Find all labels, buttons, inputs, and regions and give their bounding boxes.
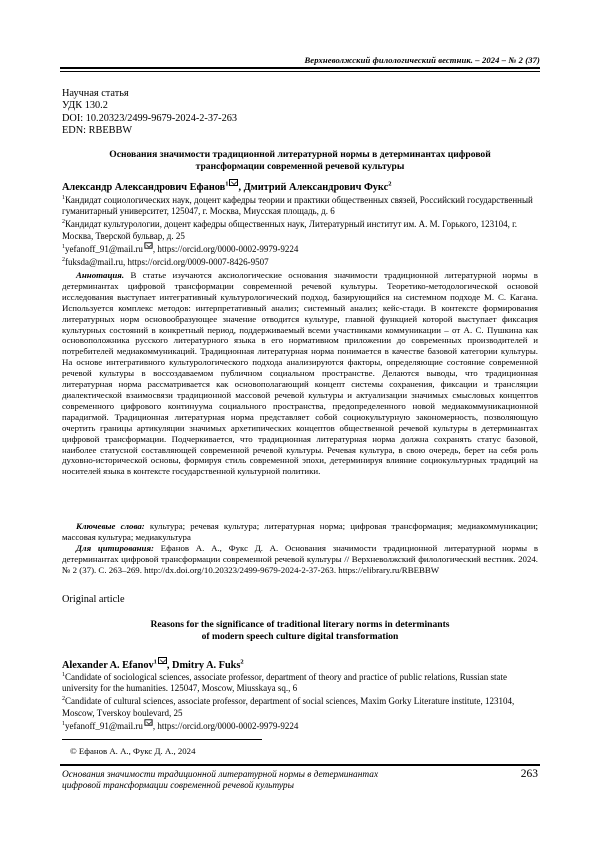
title-en-line1: Reasons for the significance of traditional literary norms in determinants (150, 619, 450, 630)
author1-en-sup: 1 (153, 658, 157, 666)
doi: DOI: 10.20323/2499-9679-2024-2-37-263 (62, 112, 238, 124)
orcid2-ru-link[interactable]: , https://orcid.org/0009-0007-8426-9507 (123, 257, 269, 268)
udk: УДК 130.2 (62, 100, 108, 112)
author2-en-sup: 2 (240, 658, 244, 666)
authors-ru: Александр Александрович Ефанов$^1$ , Дмитрий Александрович Фукс$^2$ (62, 180, 392, 193)
author1-ru-sup: 1 (225, 180, 229, 188)
contact1-ru: $^1$yefanoff_91@mail.ru , https://orcid.org/0000-0002-9979-9224 (62, 243, 299, 254)
email1-ru-link[interactable]: yefanoff_91@mail.ru (65, 243, 143, 254)
page-number: 263 (520, 768, 538, 780)
article-type: Научная статья (62, 88, 129, 99)
author1-ru: Александр Александрович Ефанов (62, 182, 226, 193)
keywords-lead: Ключевые слова: (76, 521, 145, 531)
contact2-ru: $^2$fuksda@mail.ru, https://orcid.org/0009-0007-8426-9507 (62, 257, 269, 268)
mail-icon (144, 242, 152, 248)
author2-ru: Дмитрий Александрович Фукс (243, 182, 389, 193)
email2-ru-link[interactable]: fuksda@mail.ru (65, 257, 124, 268)
title-ru (70, 149, 530, 173)
footnote-rule (62, 739, 262, 740)
affiliations-en (62, 670, 538, 732)
edn: EDN: RBEBBW (62, 125, 133, 137)
authors-en: Alexander A. Efanov$^1$ , Dmitry A. Fuks$^2$ (62, 658, 244, 671)
keywords-text: культура; речевая культура; литературная норма; цифровая трансформация; медиакоммуникации; массовая культура; медиакультура (62, 521, 539, 542)
mail-icon (229, 179, 238, 186)
title-en-line2: of modern speech culture digital transformation (201, 631, 399, 642)
footer-rule (60, 764, 540, 766)
running-head-rule (60, 67, 540, 72)
original-article-label: Original article (62, 594, 125, 605)
footer-title-line2: цифровой трансформации современной речевой культуры (62, 781, 294, 792)
article-meta (62, 88, 237, 138)
cite-text: Ефанов А. А., Фукс Д. А. Основания значимости традиционной литературной нормы в детерминантах цифровой трансформации современной речевой культуры // Верхневолжский филологический вестник. 2024. № 2 (37). С. 263–269. http://dx.doi.org/10.20323/2499-9679-2024-2-37-263. https://elibrary.ru/RBEBBW (62, 543, 538, 575)
orcid1-en-link[interactable]: , https://orcid.org/0000-0002-9979-9224 (152, 720, 299, 731)
orcid1-ru-link[interactable]: , https://orcid.org/0000-0002-9979-9224 (152, 243, 299, 254)
abstract-ru (62, 270, 538, 477)
aff1-en: $^1$Candidate of sociological sciences, associate professor, department of theory and practice of public relations, Russian state university for the humanities. 125047, Moscow, Miusskaya sq., 6 (62, 672, 507, 694)
affiliations-ru (62, 193, 538, 268)
email1-en-link[interactable]: yefanoff_91@mail.ru (65, 720, 143, 731)
aff2-ru: $^2$Кандидат культурологии, доцент кафедры общественных наук, Литературный институт им. А. М. Горького, 123104, г. Москва, Тверской бульвар, д. 25 (62, 219, 518, 241)
author2-en: Dmitry A. Fuks (172, 660, 241, 671)
running-head: Верхневолжский филологический вестник. – 2024 – № 2 (37) (304, 55, 540, 65)
mail-icon (158, 657, 167, 664)
abstract-lead: Аннотация. (76, 270, 125, 280)
contact1-en: $^1$yefanoff_91@mail.ru , https://orcid.org/0000-0002-9979-9224 (62, 720, 299, 731)
footer-title-line1: Основания значимости традиционной литературной нормы в детерминантах (62, 770, 379, 780)
title-en (70, 619, 530, 643)
mail-icon (144, 719, 152, 725)
author1-en: Alexander A. Efanov (62, 660, 154, 671)
cite-lead: Для цитирования: (76, 543, 154, 553)
aff1-ru: $^1$Кандидат социологических наук, доцент кафедры теории и практики общественных связей, Российский государственный гуманитарный университет, 125047, г. Москва, Миусская площадь, д. 6 (62, 195, 533, 217)
title-ru-line2: трансформации современной речевой культуры (195, 161, 405, 172)
author2-ru-sup: 2 (388, 180, 392, 188)
title-ru-line1: Основания значимости традиционной литературной нормы в детерминантах цифровой (109, 149, 491, 160)
keywords-ru (62, 521, 538, 543)
citation-ru (62, 543, 538, 576)
footer-title (62, 770, 482, 793)
abstract-text: В статье изучаются аксиологические основания значимости традиционной литературной нормы в детерминантах цифровой трансформации современной речевой культуры. Теоретико-методологической основой исследования выступает интегративный культурологический подход, базирующийся на системном подходе М. С. Кагана. Используется комплекс методов: интерпретативный анализ; системный анализ; кейс-стади. В контексте формирования литературных норм основообразующее значение отводится культуре, главной функцией которой выступает фиксация культурных состояний в конкретный период, поддерживаемый всеми участниками коммуникации – от А. С. Пушкина как основоположника русского литературного языка в его нормативном приложении до современных производителей и потребителей медиакоммуникаций. Традиционная литературная норма понимается в качестве базовой категории культуры. На основе интегративного культурологического подхода анализируются факторы, определяющие состояние современной речевой культуры в воссоздаваемом публичном социальном пространстве. Делаются выводы, что традиционная литературная норма рассматривается как основополагающий концепт системы сохранения, фиксации и трансляции диалектической взаимосвязи традиционной массовой речевой культуры и актуализации значимых смысловых концептов современного цифрового континуума социального пространства, предопределенного новой медиакоммуникационной парадигмой. Традиционная литературная норма представляет собой социокультурную закономерность, позволяющую очертить границы артикуляции значимых архетипических концептов общественной речевой культуры в детерминантах цифровой трансформации. Подчеркивается, что традиционная литературная норма должна сохранять статус базовой, наиболее статусной составляющей современной речевой культуры. Речевая культура, в свою очередь, берет на себя роль духовно-исторической основы, формируя стиль современной эпохи, детерминируя влияние социокультурных традиций на носителей языка в контексте государственной культурной политики. (62, 270, 538, 477)
copyright: © Ефанов А. А., Фукс Д. А., 2024 (70, 746, 196, 756)
aff2-en: $^2$Candidate of cultural sciences, associate professor, department of social sciences, Maxim Gorky Literature institute, 123104, Moscow, Tverskoy boulevard, 25 (62, 696, 515, 718)
